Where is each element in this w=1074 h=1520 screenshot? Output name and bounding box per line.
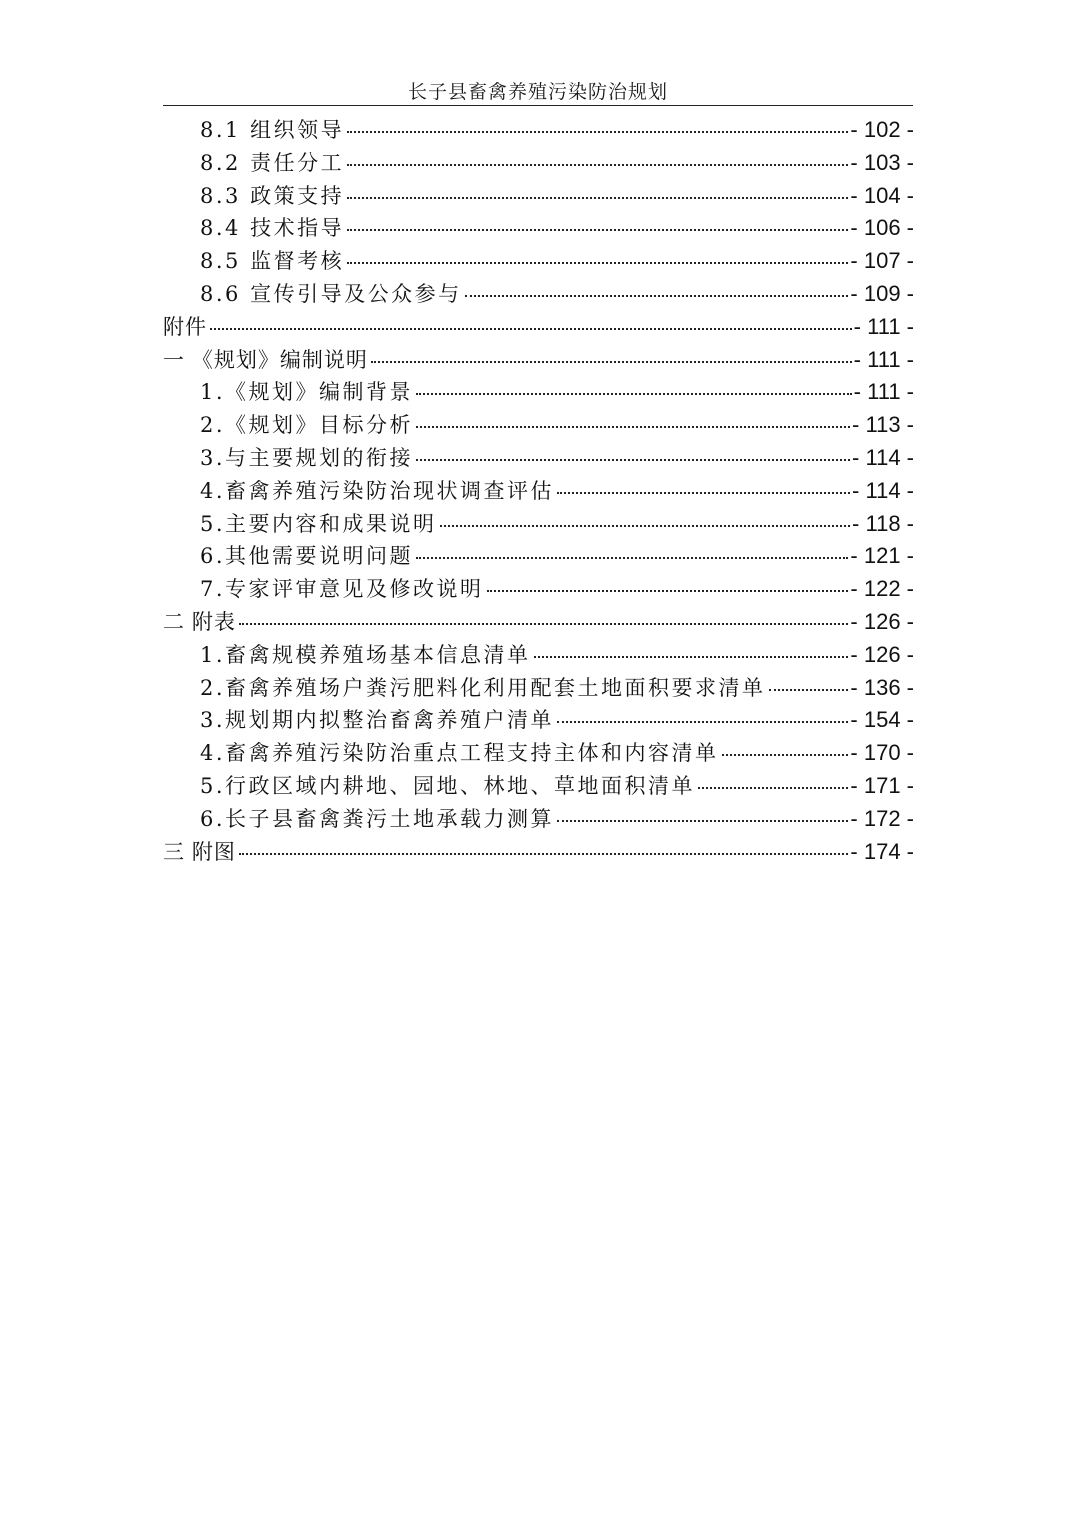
toc-entry-page: - 111 - (853, 346, 914, 372)
toc-entry-title: 8.5 监督考核 (200, 249, 345, 274)
toc-entry-title: 6.长子县畜禽粪污土地承载力测算 (200, 806, 555, 831)
toc-leader-dots (210, 327, 852, 330)
toc-entry[interactable] (163, 212, 914, 245)
toc-entry-page: - 114 - (852, 444, 914, 470)
toc-entry-page: - 136 - (850, 674, 914, 700)
toc-entry[interactable] (163, 836, 914, 869)
toc-leader-dots (487, 589, 849, 592)
toc-leader-dots (416, 425, 850, 428)
toc-entry-title: 1.《规划》编制背景 (200, 380, 414, 405)
toc-entry[interactable] (163, 672, 914, 705)
toc-entry-title: 4.畜禽养殖污染防治现状调查评估 (200, 478, 555, 503)
toc-entry-title: 3.与主要规划的衔接 (200, 445, 414, 470)
toc-entry-page: - 171 - (850, 772, 914, 798)
toc-entry[interactable] (163, 573, 914, 606)
toc-entry-page: - 126 - (850, 608, 914, 634)
toc-leader-dots (347, 261, 848, 264)
toc-leader-dots (416, 458, 850, 461)
toc-entry-title: 1.畜禽规模养殖场基本信息清单 (200, 642, 531, 667)
toc-entry-page: - 102 - (850, 117, 914, 142)
toc-entry[interactable] (163, 737, 914, 770)
toc-entry[interactable] (163, 803, 914, 836)
toc-leader-dots (698, 786, 848, 789)
toc-entry-title: 2.《规划》目标分析 (200, 413, 414, 438)
toc-entry[interactable] (163, 278, 914, 311)
toc-leader-dots (347, 196, 848, 199)
toc-entry-page: - 106 - (850, 215, 914, 241)
toc-entry-title: 6.其他需要说明问题 (200, 544, 414, 569)
toc-entry-title: 5.主要内容和成果说明 (200, 511, 437, 536)
toc-entry-title: 8.6 宣传引导及公众参与 (200, 281, 462, 306)
toc-entry-title: 8.3 政策支持 (200, 183, 345, 208)
toc-entry-title: 8.4 技术指导 (200, 216, 345, 241)
toc-entry-page: - 170 - (850, 740, 914, 766)
toc-leader-dots (769, 688, 849, 691)
toc-entry-page: - 126 - (850, 641, 914, 667)
toc-leader-dots (239, 622, 849, 625)
toc-entry-page: - 174 - (850, 838, 914, 864)
toc-leader-dots (557, 720, 848, 723)
toc-entry-title: 4.畜禽养殖污染防治重点工程支持主体和内容清单 (200, 741, 719, 766)
toc-entry-page: - 111 - (853, 313, 914, 339)
toc-entry[interactable] (163, 540, 914, 573)
toc-entry-title: 8.2 责任分工 (200, 150, 345, 175)
toc-entry-page: - 114 - (852, 477, 914, 503)
toc-entry-page: - 122 - (850, 576, 914, 602)
table-of-contents (163, 114, 914, 868)
toc-entry-title: 附件 (163, 315, 207, 339)
toc-entry[interactable] (163, 704, 914, 737)
toc-entry[interactable] (163, 508, 914, 541)
toc-entry-page: - 118 - (852, 510, 914, 536)
toc-entry-title: 3.规划期内拟整治畜禽养殖户清单 (200, 708, 555, 733)
toc-entry[interactable] (163, 147, 914, 180)
toc-entry[interactable] (163, 344, 914, 377)
toc-leader-dots (347, 228, 848, 231)
toc-entry-page: - 109 - (850, 280, 914, 306)
toc-entry-title: 5.行政区域内耕地、园地、林地、草地面积清单 (200, 773, 696, 798)
toc-leader-dots (440, 524, 851, 527)
toc-entry[interactable] (163, 475, 914, 508)
toc-leader-dots (722, 753, 849, 756)
running-header: 长子县畜禽养殖污染防治规划 (407, 81, 668, 103)
toc-entry[interactable] (163, 245, 914, 278)
toc-entry-page: - 154 - (850, 707, 914, 733)
toc-entry-page: - 111 - (853, 379, 914, 405)
toc-leader-dots (371, 360, 852, 363)
toc-leader-dots (347, 130, 848, 133)
toc-entry-page: - 113 - (852, 412, 914, 438)
toc-entry-page: - 103 - (850, 149, 914, 175)
toc-entry[interactable] (163, 311, 914, 344)
toc-leader-dots (557, 491, 850, 494)
toc-entry[interactable] (163, 409, 914, 442)
toc-entry-title: 二 附表 (163, 610, 236, 634)
toc-entry[interactable] (163, 442, 914, 475)
toc-entry-page: - 107 - (850, 248, 914, 274)
header-rule (163, 105, 913, 106)
toc-entry[interactable] (163, 114, 914, 147)
toc-leader-dots (416, 392, 852, 395)
toc-entry-page: - 121 - (850, 543, 914, 569)
toc-leader-dots (239, 852, 849, 855)
toc-leader-dots (416, 556, 848, 559)
toc-entry[interactable] (163, 639, 914, 672)
toc-entry-title: 一 《规划》编制说明 (163, 348, 368, 372)
toc-entry[interactable] (163, 770, 914, 803)
toc-entry[interactable] (163, 376, 914, 409)
toc-entry-page: - 104 - (850, 182, 914, 208)
toc-leader-dots (347, 163, 848, 166)
toc-entry-title: 三 附图 (163, 840, 236, 864)
toc-entry-title: 2.畜禽养殖场户粪污肥料化利用配套土地面积要求清单 (200, 675, 766, 700)
toc-entry-page: - 172 - (850, 805, 914, 831)
toc-entry[interactable] (163, 606, 914, 639)
toc-leader-dots (465, 294, 849, 297)
toc-leader-dots (557, 819, 848, 822)
toc-entry[interactable] (163, 180, 914, 213)
toc-entry-title: 8.1 组织领导 (200, 118, 345, 142)
toc-leader-dots (534, 655, 849, 658)
toc-entry-title: 7.专家评审意见及修改说明 (200, 577, 484, 602)
